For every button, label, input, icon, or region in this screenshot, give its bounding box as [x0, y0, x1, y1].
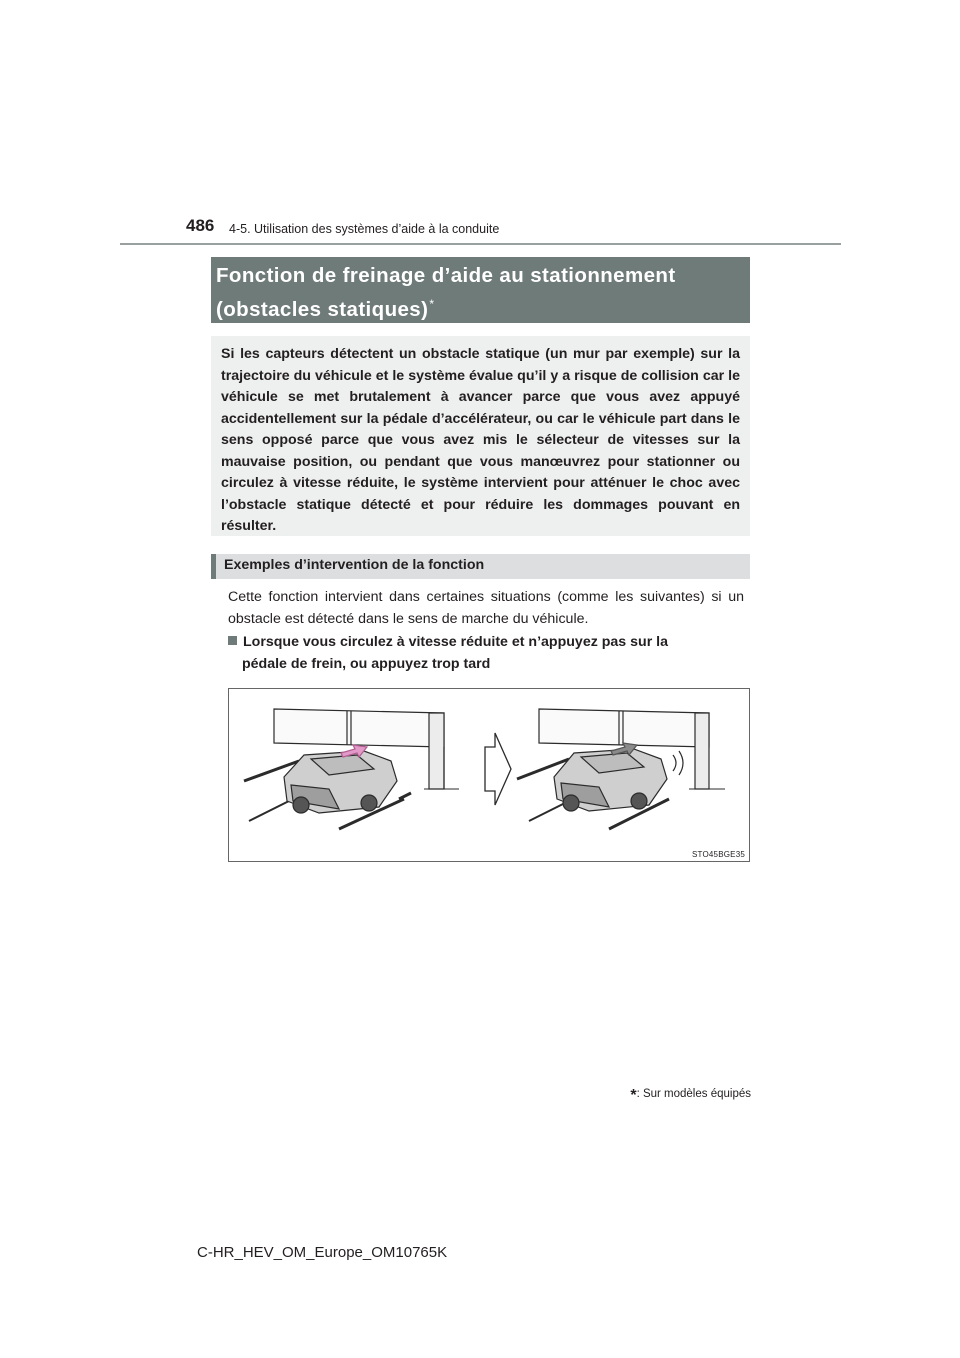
body-paragraph: Cette fonction intervient dans certaines situations (comme les suivantes) si un obstacle est détecté dans le sens de marche du véhicule. [228, 589, 744, 627]
page-number: 486 [186, 216, 215, 235]
bullet-item [228, 632, 744, 675]
page-title [211, 257, 750, 323]
transition-arrow-icon [485, 733, 511, 805]
footnote-text: : Sur modèles équipés [636, 1088, 751, 1100]
title-line-1: Fonction de freinage d’aide au stationnement [216, 264, 676, 287]
intro-box [211, 336, 750, 536]
figure-code: STO45BGE35 [692, 850, 745, 859]
document-id: C-HR_HEV_OM_Europe_OM10765K [197, 1244, 448, 1261]
bullet-line-1: Lorsque vous circulez à vitesse réduite et n’appuyez pas sur la [243, 634, 668, 650]
intro-text: Si les capteurs détectent un obstacle statique (un mur par exemple) sur la trajectoire du véhicule et le système évalue qu’il y a risque de collision car le véhicule se met brutalement à avancer parce que vous avez appuyé accidentellement sur la pédale d’accélérateur, ou car le véhicule part dans le sens opposé parce que vous avez mis le sélecteur de vitesses sur la mauvaise position, ou pendant que vous manœuvrez pour stationner ou circulez à vitesse réduite, le système intervient pour atténuer le choc avec l’obstacle statique détecté et pour réduire les dommages pouvant en résulter. [221, 346, 740, 534]
title-line-2: (obstacles statiques) [216, 297, 429, 321]
car-left-icon [284, 751, 397, 813]
square-bullet-icon [228, 636, 237, 645]
sub-heading [211, 554, 750, 579]
sub-heading-text: Exemples d’intervention de la fonction [224, 557, 485, 573]
title-asterisk: * [429, 297, 435, 311]
illustration [228, 688, 750, 862]
footnote-asterisk: * [630, 1087, 637, 1104]
footnote [621, 1087, 751, 1105]
parking-illustration [229, 689, 749, 861]
bullet-line-2: pédale de frein, ou appuyez trop tard [242, 655, 491, 672]
header-rule [120, 243, 841, 245]
section-label: 4-5. Utilisation des systèmes d’aide à la conduite [229, 222, 500, 236]
